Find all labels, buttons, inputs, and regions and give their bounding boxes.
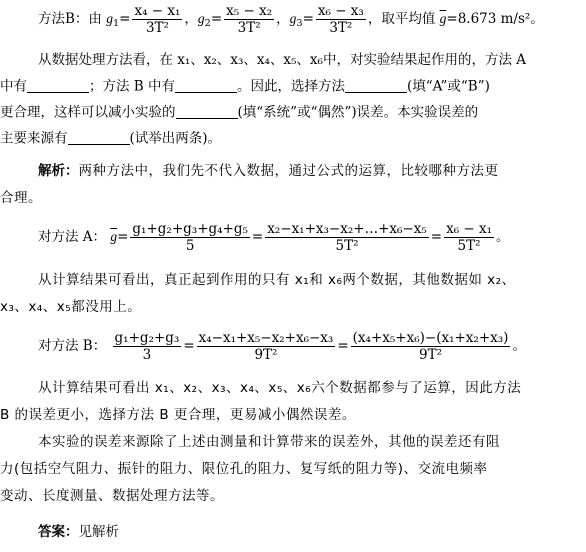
average-value: 8.673 m/s²。 (457, 11, 544, 28)
method-b-prefix: 方法B：由 (38, 11, 102, 28)
blank-method-a (27, 78, 89, 93)
g2-fraction: $\frac{\text{x₅ − x₂}}{\text{3T²}}$ (226, 3, 273, 37)
method-a-formula: 对方法 A： $\overline{g}=$ $\frac{\text{g₁+g₂+g₃+g₄+g₅}}{5}$ = $\frac{\text{x₂−x₁+x₃−x₂+…+x₆−x₅}}{\text{5T²}}$ = $\frac{\text{x₆ − x₁}}{\text{5T²}}$ 。 (38, 221, 510, 255)
error-source-2: 力(包括空气阻力、振针的阻力、限位孔的阻力、复写纸的阻力等)、交流电频率 (0, 461, 488, 477)
a-fraction-3: $\frac{\text{x₆ − x₁}}{\text{5T²}}$ (446, 221, 493, 255)
blank-choice (345, 78, 407, 93)
method-b-formula: 对方法 B： $\frac{\text{g₁+g₂+g₃}}{3}$ = $\frac{\text{x₄−x₁+x₅−x₂+x₆−x₃}}{\text{9T²}}$ = $\frac{\text{(x₄+x₅+x₆)−(x₁+x₂+x₃)}}{\text{9T²}}$ 。 (38, 330, 526, 364)
method-b-note-1: 从计算结果可看出 x₁、x₂、x₃、x₄、x₅、x₆六个数据都参与了运算，因此方法 (38, 380, 522, 396)
b-fraction-3: $\frac{\text{(x₄+x₅+x₆)−(x₁+x₂+x₃)}}{\text{9T²}}$ (352, 330, 509, 364)
error-source-1: 本实验的误差来源除了上述由测量和计算带来的误差外，其他的误差还有阻 (38, 434, 500, 450)
method-b-note-2: B 的误差更小，选择方法 B 更合理，更易减小偶然误差。 (0, 407, 356, 423)
answer-line (38, 524, 119, 540)
answer-text: 见解析 (78, 524, 119, 540)
method-b-tail: ，取平均值 (367, 11, 436, 28)
blank-error-type (176, 104, 238, 119)
question-line-4: 主要来源有 (试举出两条)。 (0, 130, 222, 147)
method-b-formula-line: 方法B：由 $g_1=$ $\frac{\text{x₄ − x₁}}{\text{3T²}}$ ，$g_2=$ $\frac{\text{x₅ − x₂}}{\text{3T²}}$ ，$g_3=$ $\frac{\text{x₆ − x₃}}{\text{3T²}}$ ，取平均值 $\overline{g}=8.673$ m/s²。 (38, 3, 544, 37)
g1-fraction: $\frac{\text{x₄ − x₁}}{\text{3T²}}$ (134, 3, 181, 37)
a-fraction-1: $\frac{\text{g₁+g₂+g₃+g₄+g₅}}{5}$ (132, 221, 248, 255)
method-a-note-1: 从计算结果可看出，真正起到作用的只有 x₁和 x₆两个数据，其他数据如 x₂、 (38, 272, 516, 288)
a-fraction-2: $\frac{\text{x₂−x₁+x₃−x₂+…+x₆−x₅}}{\text{5T²}}$ (267, 221, 427, 255)
b-fraction-2: $\frac{\text{x₄−x₁+x₅−x₂+x₆−x₃}}{\text{9T²}}$ (198, 330, 334, 364)
error-source-3: 变动、长度测量、数据处理方法等。 (0, 488, 224, 504)
question-line-2: 中有 ；方法 B 中有 。因此，选择方法 (填“A”或“B”) (0, 78, 490, 95)
blank-method-b (175, 78, 237, 93)
method-a-note-2: x₃、x₄、x₅都没用上。 (0, 299, 142, 315)
analysis-intro: 解析：两种方法中，我们先不代入数据，通过公式的运算，比较哪种方法更 (38, 163, 499, 179)
question-line-1: 从数据处理方法看，在 x₁、x₂、x₃、x₄、x₅、x₆中，对实验结果起作用的，方法 A (38, 52, 526, 68)
blank-error-sources (68, 130, 130, 145)
b-fraction-1: $\frac{\text{g₁+g₂+g₃}}{3}$ (114, 330, 180, 364)
g3-fraction: $\frac{\text{x₆ − x₃}}{\text{3T²}}$ (317, 3, 364, 37)
analysis-intro-2: 合理。 (0, 190, 42, 206)
analysis-label: 解析： (38, 163, 79, 179)
question-line-3: 更合理，这样可以减小实验的 (填“系统”或“偶然”)误差。本实验误差的 (0, 104, 479, 121)
answer-label: 答案： (38, 524, 79, 540)
